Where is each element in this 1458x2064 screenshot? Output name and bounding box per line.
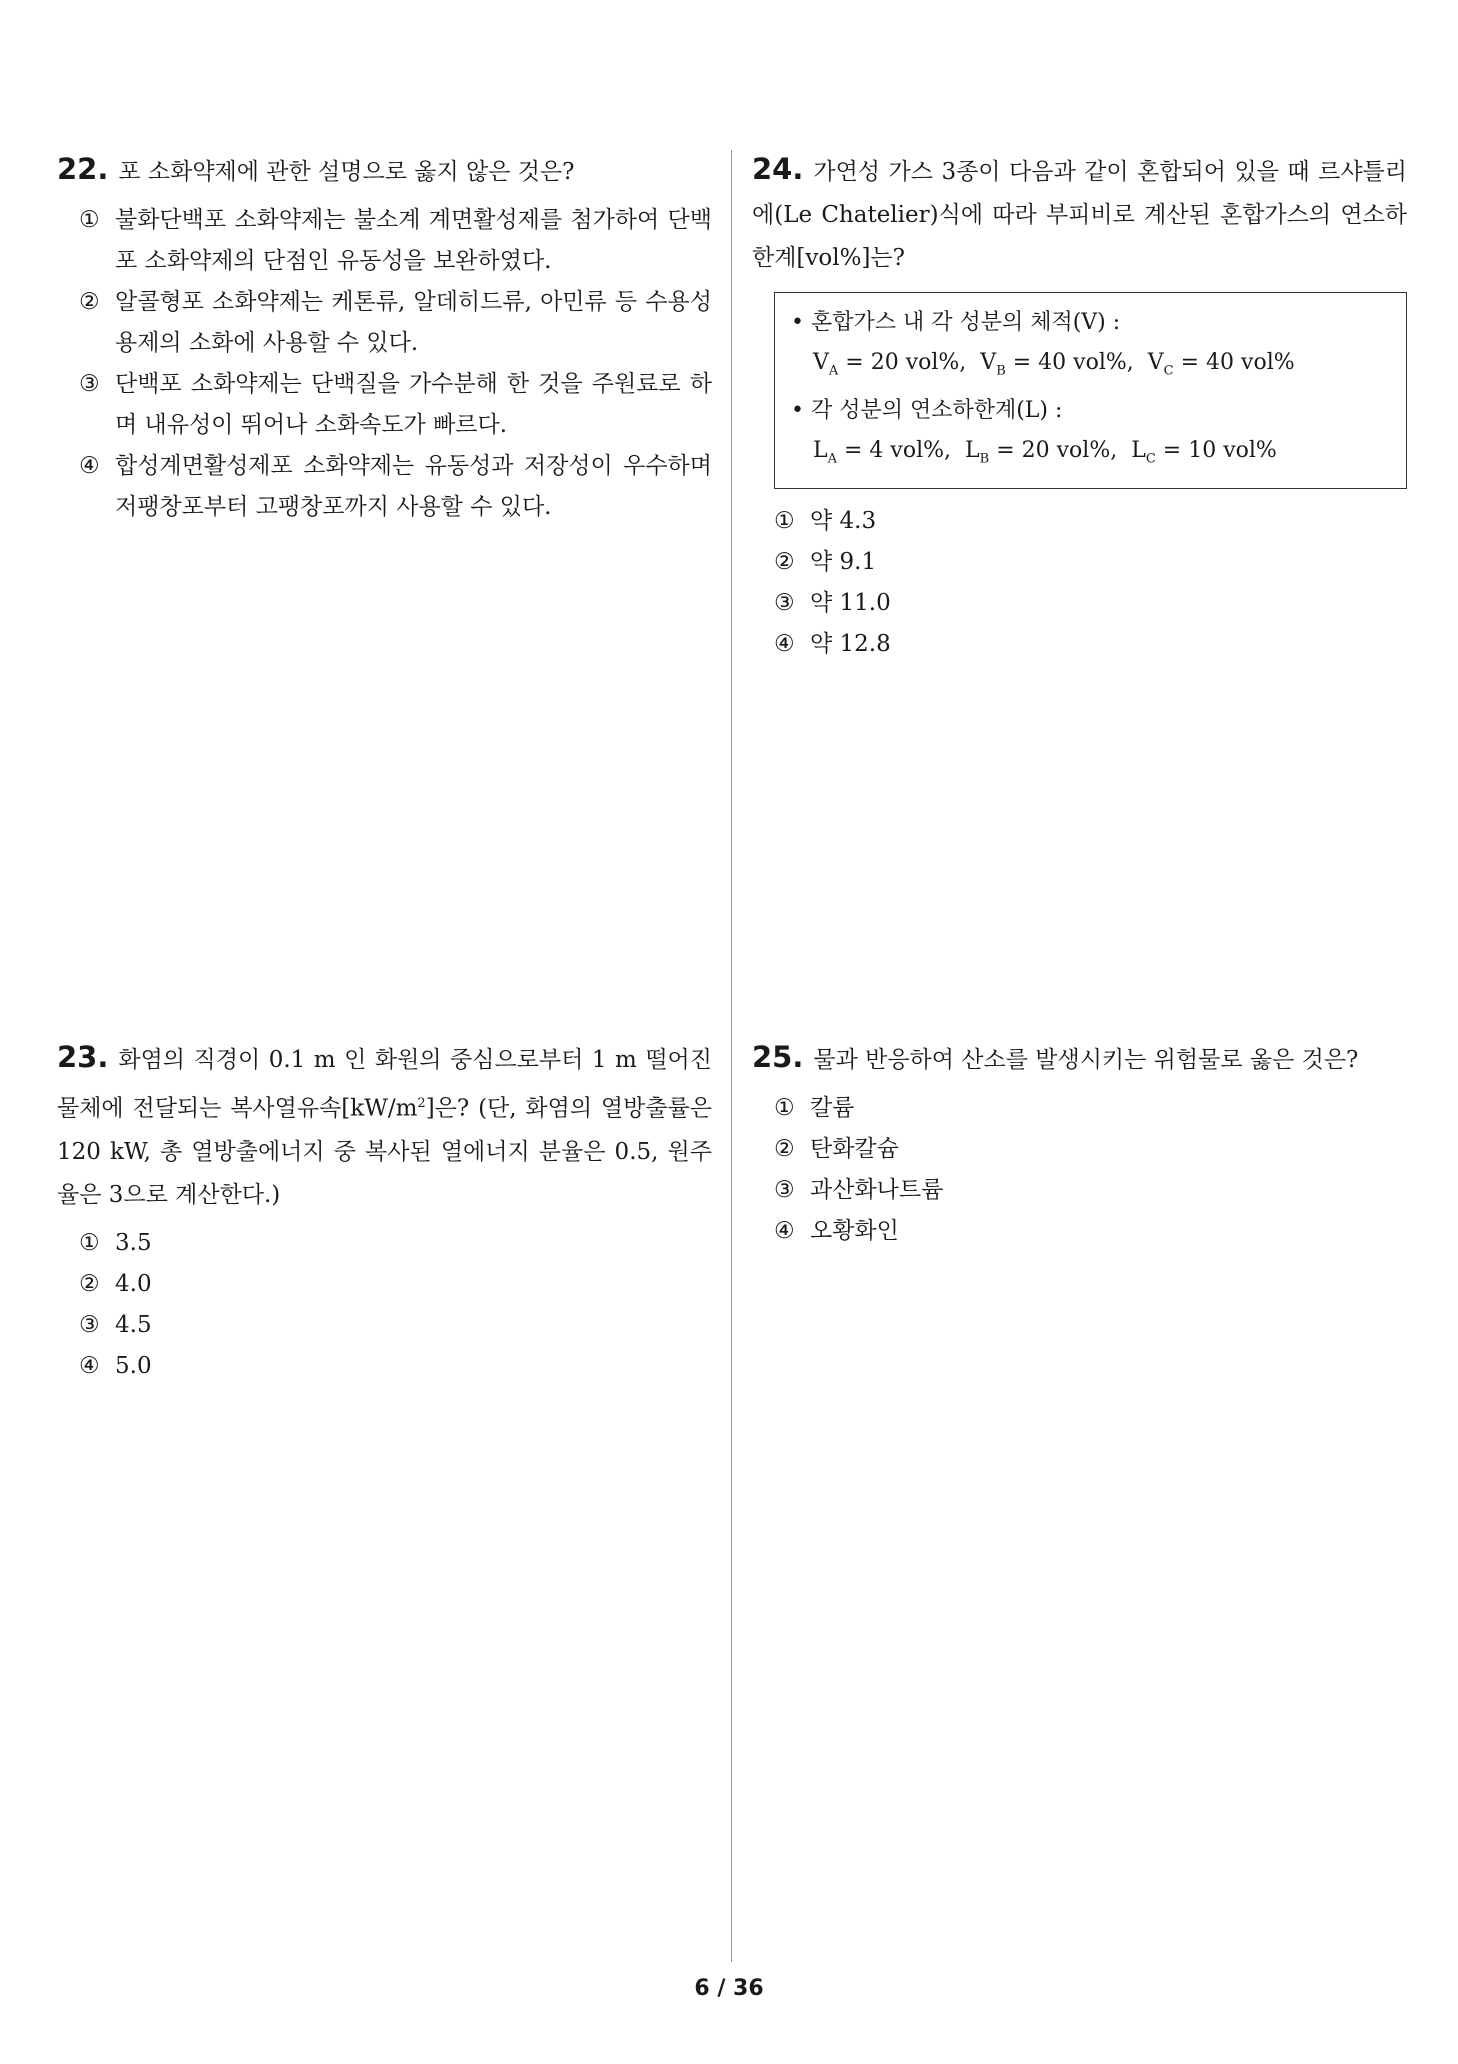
question-text-cont: ]은? (단, 화염의 열방출률은 120 kW, 총 열방출에너지 중 복사된 열에너지 분율은 0.5, 원주율은 3으로 계산한다.) xyxy=(57,1095,712,1208)
answer-options xyxy=(57,200,712,528)
question-number: 22. xyxy=(57,152,109,186)
question-number: 25. xyxy=(752,1040,804,1074)
answer-options xyxy=(57,1223,712,1387)
value: = 10 vol% xyxy=(1155,438,1277,464)
option-marker: ③ xyxy=(79,371,100,397)
answer-options xyxy=(752,501,1407,665)
question-stem xyxy=(57,1036,712,1217)
superscript: 2 xyxy=(417,1096,426,1111)
option-text: 약 12.8 xyxy=(810,630,891,657)
option-text: 약 9.1 xyxy=(810,548,877,575)
option-text: 불화단백포 소화약제는 불소계 계면활성제를 첨가하여 단백포 소화약제의 단점인 유동성을 보완하였다. xyxy=(115,207,712,274)
value: = 40 vol%, xyxy=(1005,350,1134,375)
option-text: 약 4.3 xyxy=(810,507,877,534)
page-number: 6 / 36 xyxy=(694,1976,764,2001)
subscript: C xyxy=(1163,363,1174,379)
question-text: 포 소화약제에 관한 설명으로 옳지 않은 것은? xyxy=(118,159,575,185)
option-marker: ② xyxy=(774,1136,795,1162)
question-stem xyxy=(752,148,1407,280)
option-marker: ③ xyxy=(79,1311,100,1338)
option-text: 합성계면활성제포 소화약제는 유동성과 저장성이 우수하며 저팽창포부터 고팽창포까지 사용할 수 있다. xyxy=(115,453,712,520)
option-marker: ③ xyxy=(774,589,795,616)
answer-option[interactable] xyxy=(57,446,712,528)
question-25 xyxy=(752,1036,1407,1252)
subscript: C xyxy=(1145,451,1156,467)
answer-option[interactable] xyxy=(752,1088,1407,1129)
answer-option[interactable] xyxy=(752,1129,1407,1170)
option-marker: ④ xyxy=(79,1352,100,1379)
limit-values xyxy=(791,431,1390,479)
answer-option[interactable] xyxy=(752,624,1407,665)
option-text: 5.0 xyxy=(115,1352,152,1379)
answer-option[interactable] xyxy=(752,1211,1407,1252)
option-marker: ② xyxy=(79,1270,100,1297)
answer-option[interactable] xyxy=(752,501,1407,542)
answer-option[interactable] xyxy=(57,1305,712,1346)
symbol: V xyxy=(813,350,829,375)
question-text: 가연성 가스 3종이 다음과 같이 혼합되어 있을 때 르샤틀리에(Le Chatelier)식에 따라 부피비로 계산된 혼합가스의 연소하한계[vol%]는? xyxy=(752,159,1407,271)
subscript: A xyxy=(828,363,839,379)
option-text: 4.0 xyxy=(115,1270,152,1297)
option-text: 약 11.0 xyxy=(810,589,891,616)
answer-option[interactable] xyxy=(752,1170,1407,1211)
value: = 20 vol%, xyxy=(838,350,967,375)
question-text: 물과 반응하여 산소를 발생시키는 위험물로 옳은 것은? xyxy=(813,1047,1359,1073)
question-24 xyxy=(752,148,1407,665)
subscript: B xyxy=(979,451,990,467)
answer-option[interactable] xyxy=(57,364,712,446)
question-text: 화염의 직경이 0.1 m 인 화원의 중심으로부터 1 m 떨어진 물체에 전달되는 복사열유속[kW/m xyxy=(57,1047,712,1122)
option-marker: ① xyxy=(774,1095,795,1121)
value: = 4 vol%, xyxy=(837,438,952,464)
answer-option[interactable] xyxy=(57,1264,712,1305)
given-data-box xyxy=(774,292,1407,489)
option-text: 칼륨 xyxy=(810,1095,855,1121)
option-text: 3.5 xyxy=(115,1229,152,1256)
limit-heading: • 각 성분의 연소하한계(L) : xyxy=(791,398,1063,424)
volume-values xyxy=(791,343,1390,391)
value: = 20 vol%, xyxy=(989,438,1118,464)
option-text: 알콜형포 소화약제는 케톤류, 알데히드류, 아민류 등 수용성 용제의 소화에 사용할 수 있다. xyxy=(115,289,712,356)
subscript: B xyxy=(996,363,1006,379)
value: = 40 vol% xyxy=(1173,350,1295,375)
answer-option[interactable] xyxy=(57,1346,712,1387)
question-stem xyxy=(57,148,712,194)
answer-option[interactable] xyxy=(752,542,1407,583)
answer-option[interactable] xyxy=(57,200,712,282)
symbol: V xyxy=(1147,350,1164,375)
option-text: 단백포 소화약제는 단백질을 가수분해 한 것을 주원료로 하며 내유성이 뛰어나 소화속도가 빠르다. xyxy=(115,371,712,438)
option-marker: ④ xyxy=(774,1218,795,1244)
answer-option[interactable] xyxy=(752,583,1407,624)
option-marker: ② xyxy=(79,289,100,315)
volume-heading: • 혼합가스 내 각 성분의 체적(V) : xyxy=(791,310,1121,335)
symbol: V xyxy=(980,350,997,375)
question-22 xyxy=(57,148,712,528)
option-marker: ① xyxy=(774,507,795,534)
option-marker: ① xyxy=(79,1229,100,1256)
option-text: 과산화나트륨 xyxy=(810,1177,944,1203)
answer-option[interactable] xyxy=(57,1223,712,1264)
question-23 xyxy=(57,1036,712,1387)
option-text: 오황화인 xyxy=(810,1218,899,1244)
option-marker: ① xyxy=(79,207,100,233)
column-divider xyxy=(731,150,732,1962)
symbol: L xyxy=(965,438,980,464)
answer-option[interactable] xyxy=(57,282,712,364)
symbol: L xyxy=(1131,438,1146,464)
question-number: 24. xyxy=(752,152,804,186)
option-marker: ④ xyxy=(79,453,100,479)
question-stem xyxy=(752,1036,1407,1082)
option-text: 탄화칼슘 xyxy=(810,1136,899,1162)
option-text: 4.5 xyxy=(115,1311,152,1338)
question-number: 23. xyxy=(57,1040,109,1074)
symbol: L xyxy=(813,438,828,464)
option-marker: ② xyxy=(774,548,795,575)
answer-options xyxy=(752,1088,1407,1252)
subscript: A xyxy=(827,451,837,467)
option-marker: ④ xyxy=(774,630,795,657)
option-marker: ③ xyxy=(774,1177,795,1203)
